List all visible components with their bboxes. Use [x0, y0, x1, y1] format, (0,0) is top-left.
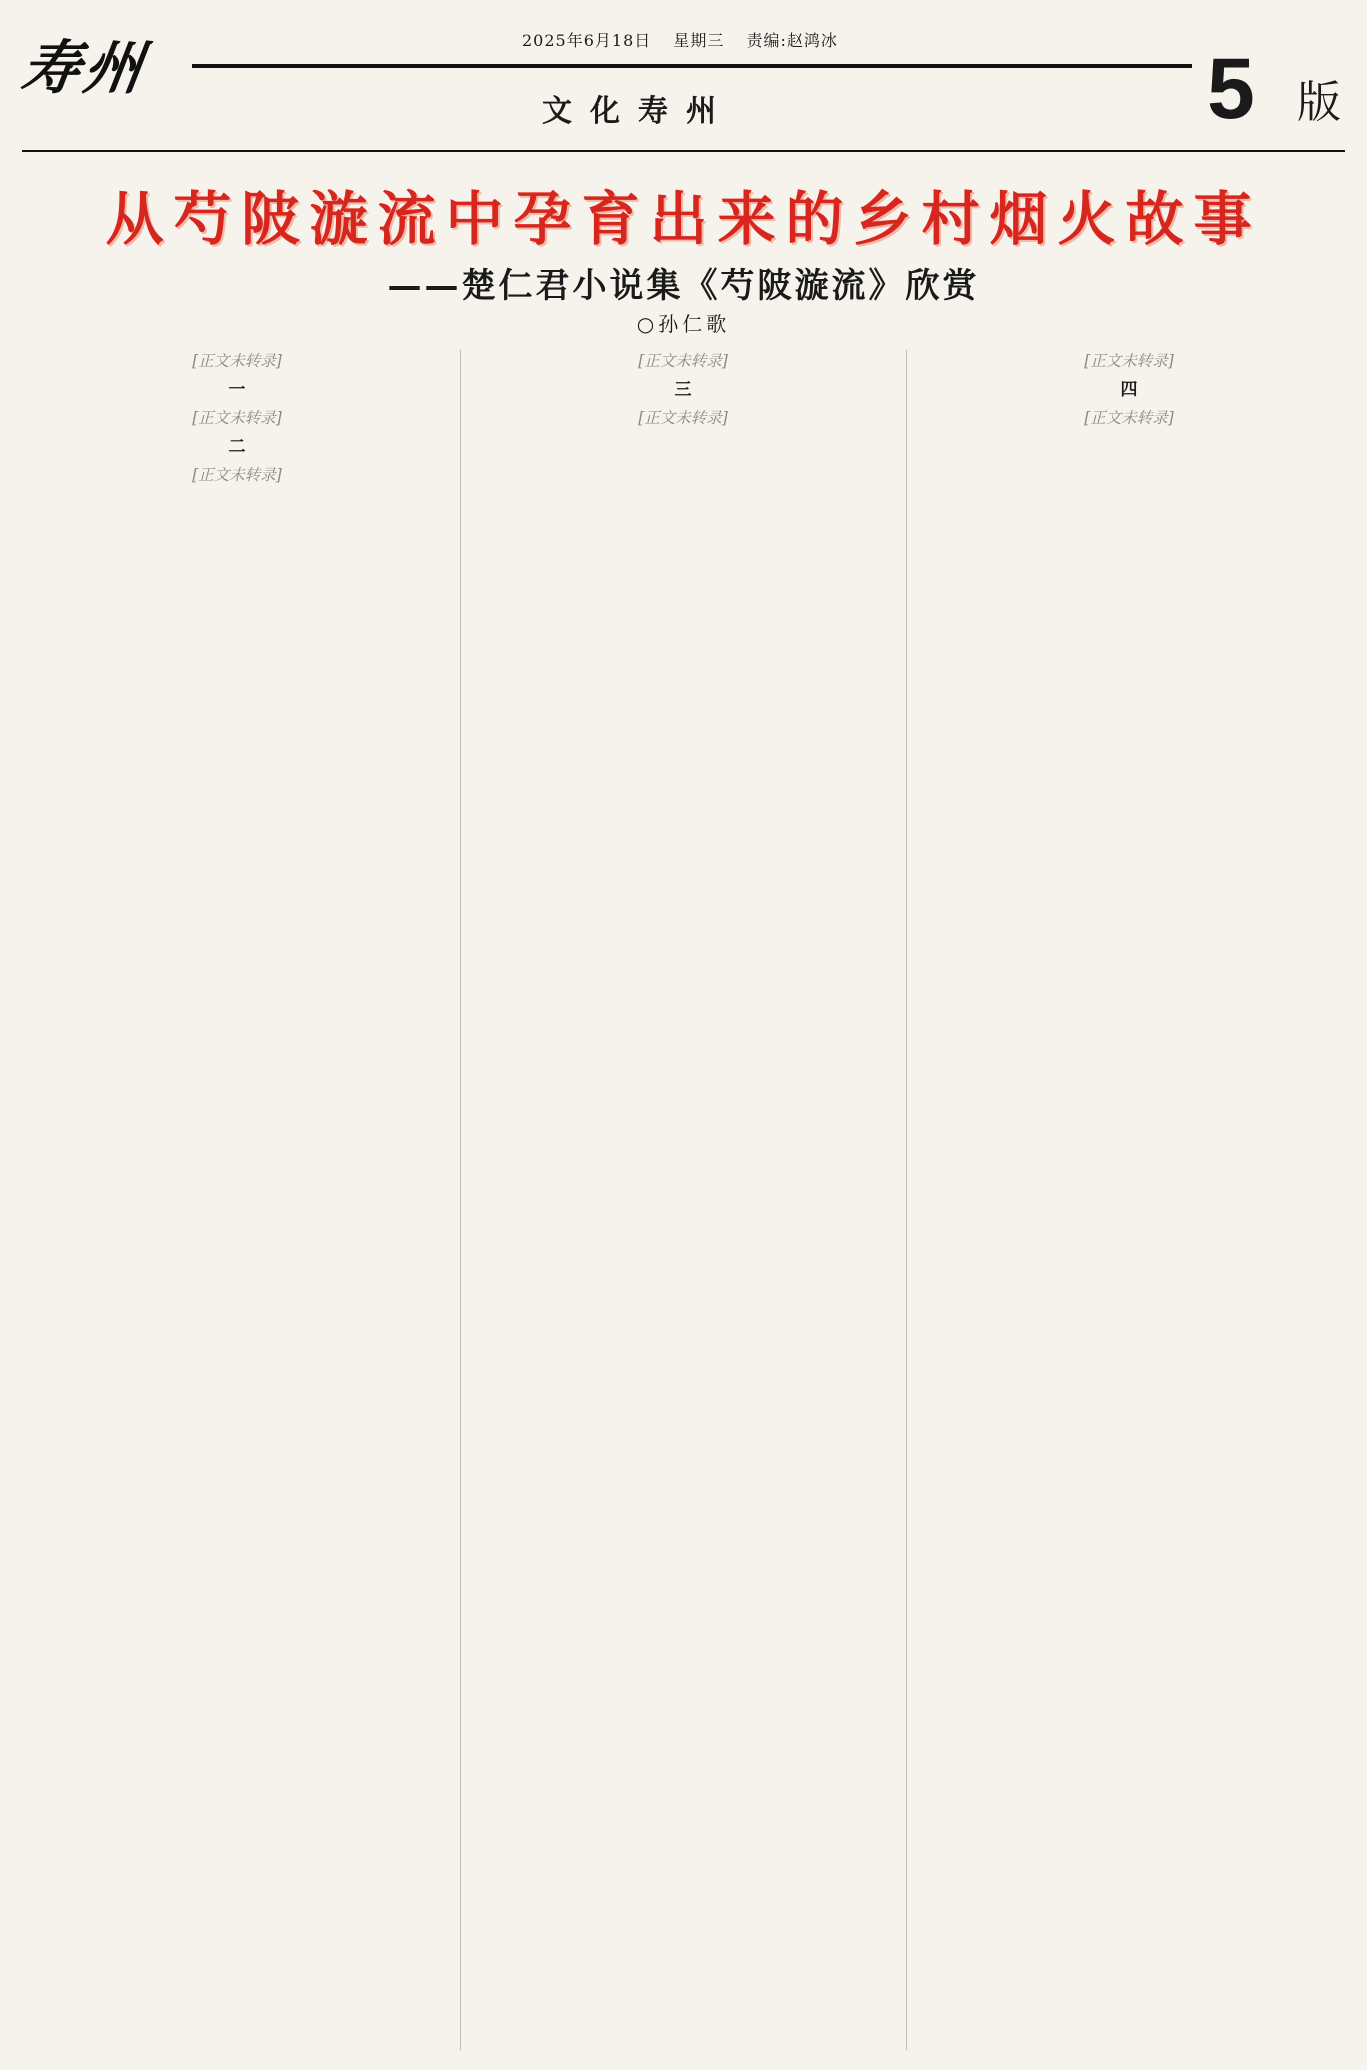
body-placeholder: [正文未转录] — [192, 466, 282, 485]
body-placeholder: [正文未转录] — [1084, 409, 1174, 428]
masthead — [17, 18, 1345, 138]
page-unit: 版 — [1297, 77, 1341, 128]
article-headline: 从芍陂漩流中孕育出来的乡村烟火故事 — [105, 185, 1262, 253]
body-placeholder: [正文未转录] — [192, 352, 282, 370]
masthead-logo: 寿州 — [17, 34, 151, 102]
article-byline: ○孙仁歌 — [636, 312, 731, 336]
body-placeholder: [正文未转录] — [638, 352, 728, 370]
issue-meta — [522, 28, 854, 51]
body-placeholder: [正文未转录] — [192, 409, 282, 428]
article-column-1 — [32, 350, 442, 2050]
page-number: 5 — [1207, 41, 1255, 137]
section-marker-4: 四 — [1120, 379, 1138, 400]
article-subtitle: ——楚仁君小说集《芍陂漩流》欣赏 — [387, 266, 980, 306]
section-name: 文化寿州 — [542, 94, 734, 129]
section-marker-1: 一 — [228, 379, 246, 400]
issue-date: 2025年6月18日 — [522, 31, 652, 50]
column-divider — [460, 350, 461, 2050]
issue-weekday: 星期三 — [673, 31, 725, 50]
section-marker-2: 二 — [228, 436, 246, 457]
body-placeholder: [正文未转录] — [1084, 352, 1174, 370]
page-editor: 责编:赵鸿冰 — [746, 31, 838, 50]
article-body — [32, 350, 1335, 2050]
article-column-3 — [924, 350, 1334, 2050]
masthead-divider — [22, 150, 1345, 152]
body-placeholder: [正文未转录] — [638, 409, 728, 428]
section-marker-3: 三 — [674, 379, 692, 400]
masthead-rule — [192, 64, 1192, 68]
column-divider — [906, 350, 907, 2050]
article-column-2 — [478, 350, 888, 2050]
